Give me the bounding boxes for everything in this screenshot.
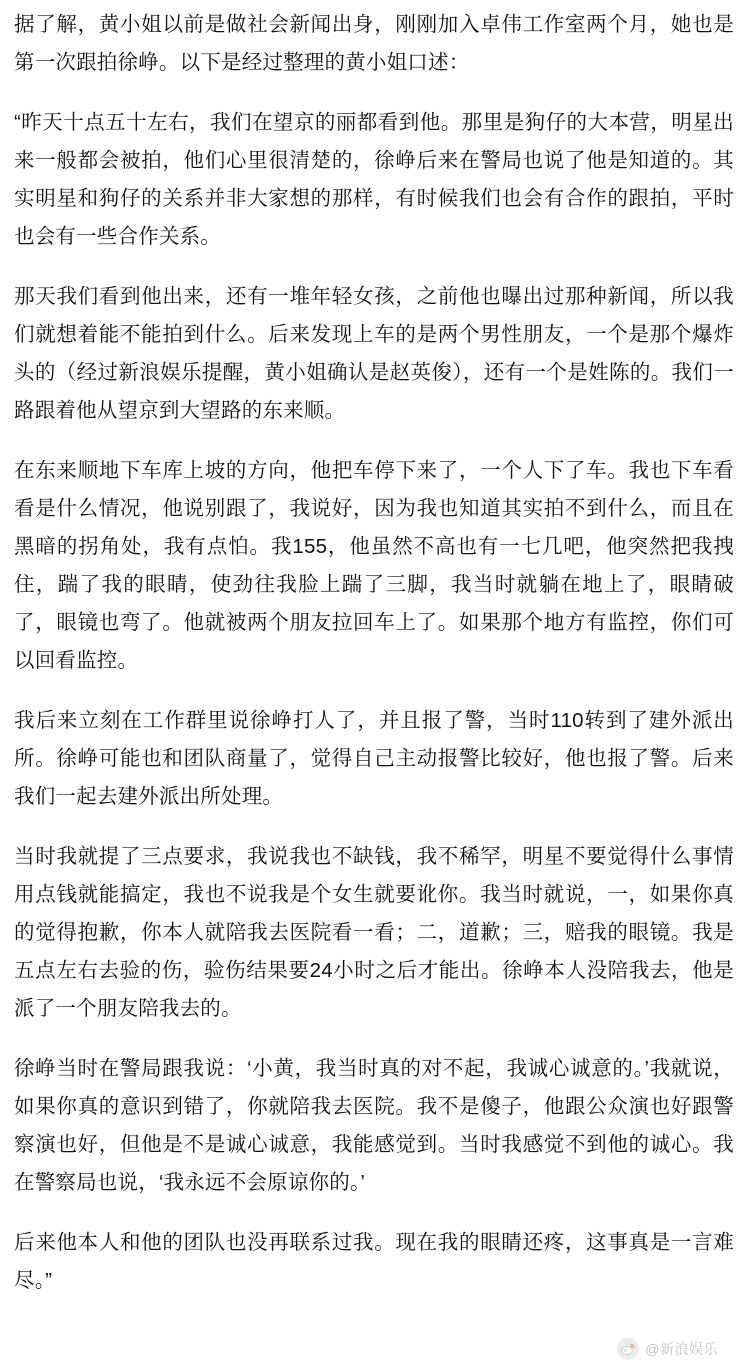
paragraph: 据了解，黄小姐以前是做社会新闻出身，刚刚加入卓伟工作室两个月，她也是第一次跟拍徐峥。以下是经过整理的黄小姐口述： — [14, 13, 734, 74]
paragraph: 徐峥当时在警局跟我说：‘小黄，我当时真的对不起，我诚心诚意的。’我就说，如果你真的意识到错了，你就陪我去医院。我不是傻子，他跟公众演也好跟警察演也好，但他是不是诚心诚意，我能感觉到。当时我感觉不到他的诚心。我在警察局也说，‘我永远不会原谅你的。’ — [14, 1057, 734, 1194]
article-body — [14, 6, 734, 1300]
paragraph: 那天我们看到他出来，还有一堆年轻女孩，之前他也曝出过那种新闻，所以我们就想着能不能拍到什么。后来发现上车的是两个男性朋友，一个是那个爆炸头的（经过新浪娱乐提醒，黄小姐确认是赵英俊），还有一个是姓陈的。我们一路跟着他从望京到大望路的东来顺。 — [14, 285, 734, 422]
watermark — [617, 1338, 718, 1360]
paragraph: “昨天十点五十左右，我们在望京的丽都看到他。那里是狗仔的大本营，明星出来一般都会被拍，他们心里很清楚的，徐峥后来在警局也说了他是知道的。其实明星和狗仔的关系并非大家想的那样，有时候我们也会有合作的跟拍，平时也会有一些合作关系。 — [14, 111, 734, 248]
paragraph: 当时我就提了三点要求，我说我也不缺钱，我不稀罕，明星不要觉得什么事情用点钱就能搞定，我也不说我是个女生就要讹你。我当时就说，一，如果你真的觉得抱歉，你本人就陪我去医院看一看；二，道歉；三，赔我的眼镜。我是五点左右去验的伤，验伤结果要24小时之后才能出。徐峥本人没陪我去，他是派了一个朋友陪我去的。 — [14, 845, 734, 1020]
watermark-label: @新浪娱乐 — [645, 1341, 718, 1357]
weibo-icon — [617, 1338, 639, 1360]
page-footer — [14, 1322, 734, 1368]
paragraph: 在东来顺地下车库上坡的方向，他把车停下来了，一个人下了车。我也下车看看是什么情况，他说别跟了，我说好，因为我也知道其实拍不到什么，而且在黑暗的拐角处，我有点怕。我155，他虽然不高也有一七几吧，他突然把我拽住，踹了我的眼睛，使劲往我脸上踹了三脚，我当时就躺在地上了，眼睛破了，眼镜也弯了。他就被两个朋友拉回车上了。如果那个地方有监控，你们可以回看监控。 — [14, 459, 734, 672]
paragraph: 后来他本人和他的团队也没再联系过我。现在我的眼睛还疼，这事真是一言难尽。” — [14, 1231, 734, 1292]
paragraph: 我后来立刻在工作群里说徐峥打人了，并且报了警，当时110转到了建外派出所。徐峥可能也和团队商量了，觉得自己主动报警比较好，他也报了警。后来我们一起去建外派出所处理。 — [14, 709, 734, 808]
